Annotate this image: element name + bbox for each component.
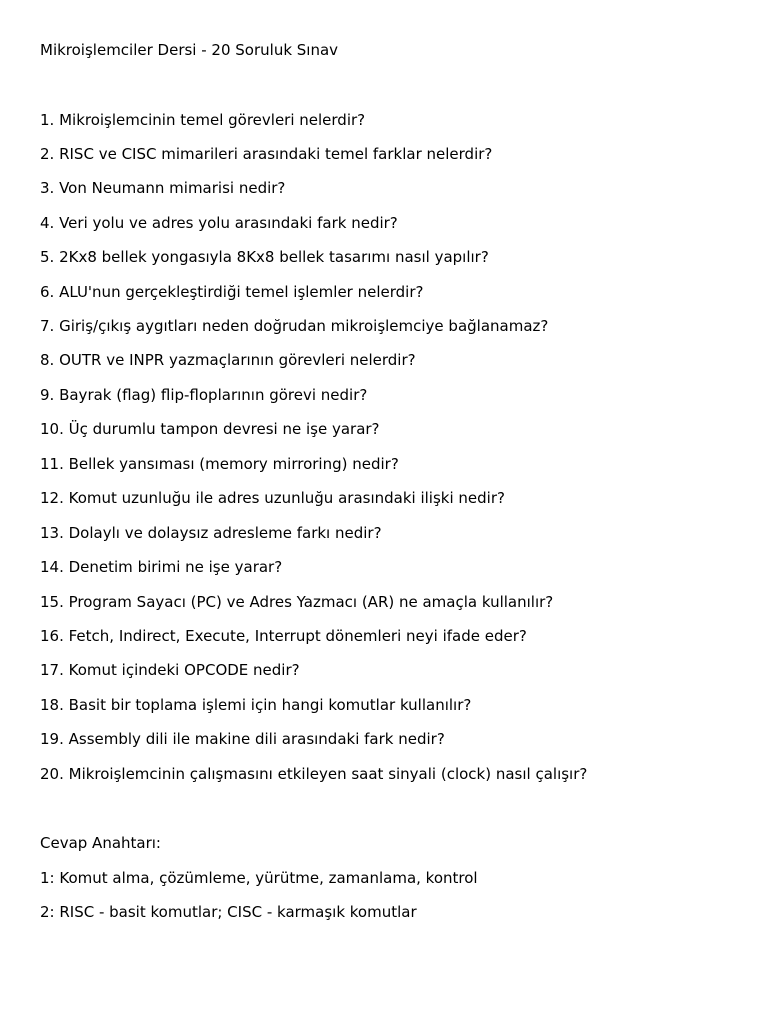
question-3: 3. Von Neumann mimarisi nedir?: [40, 179, 286, 197]
question-8: 8. OUTR ve INPR yazmaçlarının görevleri nelerdir?: [40, 351, 416, 369]
question-1: 1. Mikroişlemcinin temel görevleri nelerdir?: [40, 111, 366, 129]
answer-1: 1: Komut alma, çözümleme, yürütme, zamanlama, kontrol: [40, 869, 478, 887]
question-9: 9. Bayrak (flag) flip-floplarının görevi nedir?: [40, 386, 368, 404]
question-20: 20. Mikroişlemcinin çalışmasını etkileyen saat sinyali (clock) nasıl çalışır?: [40, 765, 588, 783]
question-17: 17. Komut içindeki OPCODE nedir?: [40, 661, 300, 679]
question-5: 5. 2Kx8 bellek yongasıyla 8Kx8 bellek tasarımı nasıl yapılır?: [40, 248, 489, 266]
question-11: 11. Bellek yansıması (memory mirroring) nedir?: [40, 455, 399, 473]
question-13: 13. Dolaylı ve dolaysız adresleme farkı nedir?: [40, 524, 382, 542]
question-7: 7. Giriş/çıkış aygıtları neden doğrudan mikroişlemciye bağlanamaz?: [40, 317, 549, 335]
question-15: 15. Program Sayacı (PC) ve Adres Yazmacı (AR) ne amaçla kullanılır?: [40, 593, 554, 611]
question-2: 2. RISC ve CISC mimarileri arasındaki temel farklar nelerdir?: [40, 145, 493, 163]
question-12: 12. Komut uzunluğu ile adres uzunluğu arasındaki ilişki nedir?: [40, 489, 505, 507]
question-14: 14. Denetim birimi ne işe yarar?: [40, 558, 283, 576]
question-18: 18. Basit bir toplama işlemi için hangi komutlar kullanılır?: [40, 696, 472, 714]
document-title: Mikroişlemciler Dersi - 20 Soruluk Sınav: [40, 41, 339, 59]
answer-key-heading: Cevap Anahtarı:: [40, 834, 161, 852]
question-6: 6. ALU'nun gerçekleştirdiği temel işlemler nelerdir?: [40, 283, 424, 301]
question-10: 10. Üç durumlu tampon devresi ne işe yarar?: [40, 420, 380, 438]
answer-2: 2: RISC - basit komutlar; CISC - karmaşık komutlar: [40, 903, 417, 921]
question-16: 16. Fetch, Indirect, Execute, Interrupt dönemleri neyi ifade eder?: [40, 627, 527, 645]
question-19: 19. Assembly dili ile makine dili arasındaki fark nedir?: [40, 730, 445, 748]
question-4: 4. Veri yolu ve adres yolu arasındaki fark nedir?: [40, 214, 398, 232]
